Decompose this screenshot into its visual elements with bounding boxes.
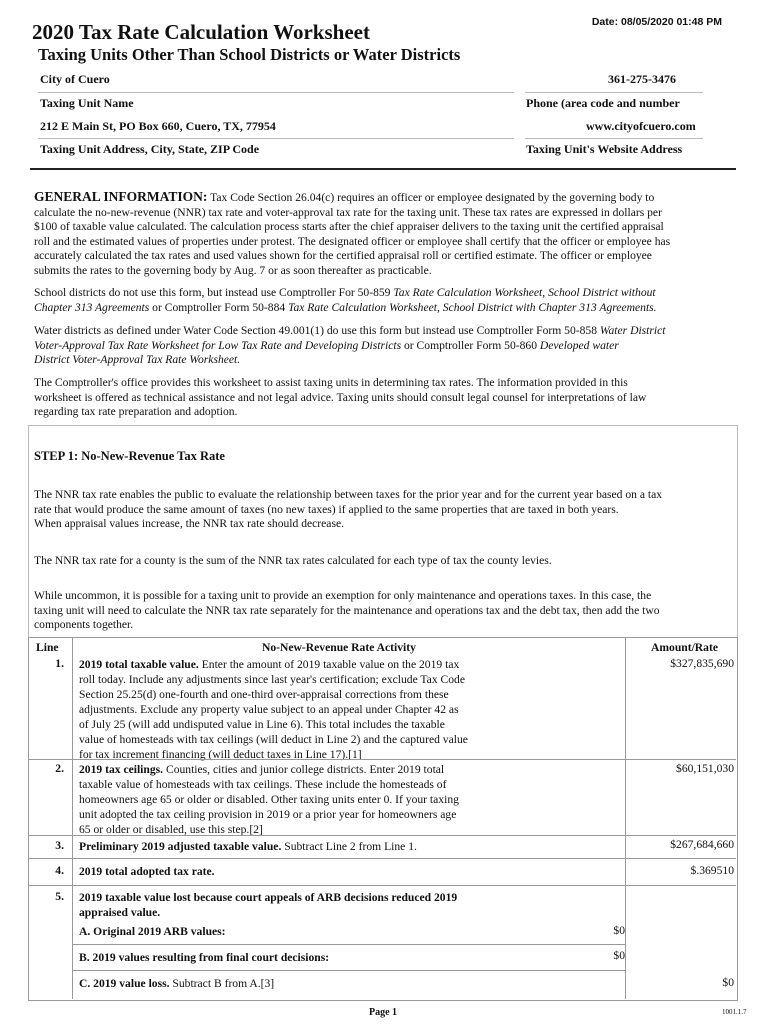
- row-divider: [28, 835, 736, 836]
- taxing-unit-address-value: 212 E Main St, PO Box 660, Cuero, TX, 77954: [40, 119, 276, 133]
- website-label: Taxing Unit's Website Address: [526, 142, 683, 156]
- row-divider: [72, 944, 625, 945]
- row-divider: [28, 759, 736, 760]
- print-date: Date: 08/05/2020 01:48 PM: [591, 16, 722, 28]
- line-5b-label: B. 2019 values resulting from final court decisions:: [79, 951, 330, 964]
- step1-exemption-note: While uncommon, it is possible for a taxing unit to provide an exemption for only maintenance and operations taxes. In this case, the taxing unit will need to calculate the NNR tax rate separately for the maintenance and operations tax and the debt tax, then add the two components together.: [34, 589, 660, 632]
- divider: [38, 138, 514, 139]
- column-header-amount: Amount/Rate: [651, 641, 718, 654]
- page-number: Page 1: [369, 1007, 398, 1018]
- taxing-unit-address-label: Taxing Unit Address, City, State, ZIP Code: [40, 142, 260, 156]
- step1-county-note: The NNR tax rate for a county is the sum of the NNR tax rates calculated for each type of tax the county levies.: [34, 554, 552, 567]
- line-number: 4.: [55, 864, 64, 877]
- step1-heading: STEP 1: No-New-Revenue Tax Rate: [34, 449, 225, 463]
- column-divider: [625, 637, 626, 999]
- comptroller-note: The Comptroller's office provides this worksheet to assist taxing units in determining tax rates. The information provided in this worksheet is offered as technical assistance and not legal advice. Taxing units should consult legal counsel for interpretations of law regarding tax rate preparation and adoption.: [34, 376, 647, 419]
- general-information: GENERAL INFORMATION: Tax Code Section 26.04(c) requires an officer or employee designated by the governing body to calculate the no-new-revenue (NNR) tax rate and voter-approval tax rate for the taxing unit. These tax rates are expressed in dollars per $100 of taxable value calculated. The calculation process starts after the chief appraiser delivers to the taxing unit the certified appraisal roll and the estimated values of properties under protest. The designated officer or employee shall certify that the officer or employee has accurately calculated the tax rates and used values shown for the certified appraisal roll or certified estimate. The officer or employee submits the rates to the governing body by Aug. 7 or as soon thereafter as practicable.: [34, 189, 671, 277]
- line-1-amount: $327,835,690: [670, 657, 734, 670]
- column-header-activity: No-New-Revenue Rate Activity: [262, 641, 416, 654]
- line-5a-label: A. Original 2019 ARB values:: [79, 925, 226, 938]
- line-1-description: 2019 total taxable value. Enter the amount of 2019 taxable value on the 2019 tax roll today. Include any adjustments since last year's certification; exclude Tax Code Section 25.25(d) one-fourth and one-third over-appraisal corrections from these adjustments. Exclude any property value subject to an appeal under Chapter 42 as of July 25 (will add undisputed value in Line 6). This total includes the taxable value of homesteads with tax ceilings (will deduct in Line 2) and the captured value for tax increment financing (will deduct taxes in Line 17).[1]: [79, 658, 468, 761]
- phone-value: 361-275-3476: [608, 72, 676, 86]
- line-5c-label: C. 2019 value loss. Subtract B from A.[3]: [79, 977, 275, 990]
- section-divider: [30, 168, 736, 170]
- line-2-description: 2019 tax ceilings. Counties, cities and junior college districts. Enter 2019 total taxable value of homesteads with tax ceilings. These include the homesteads of homeowners age 65 or older or disabled. Other taxing units enter 0. If your taxing unit adopted the tax ceiling provision in 2019 or a prior year for homeowners age 65 or older or disabled, use this step.[2]: [79, 763, 459, 836]
- step1-intro: The NNR tax rate enables the public to evaluate the relationship between taxes for the prior year and for the current year based on a tax rate that would produce the same amount of taxes (no new taxes) if applied to the same properties that are taxed in both years. When appraisal values increase, the NNR tax rate should decrease.: [34, 488, 663, 531]
- row-divider: [28, 885, 736, 886]
- line-5b-amount: $0: [613, 949, 625, 962]
- taxing-unit-name-label: Taxing Unit Name: [40, 96, 134, 110]
- website-value: www.cityofcuero.com: [586, 119, 696, 133]
- line-3-description: Preliminary 2019 adjusted taxable value. Subtract Line 2 from Line 1.: [79, 840, 417, 853]
- general-heading: GENERAL INFORMATION:: [34, 189, 208, 204]
- line-5-description: 2019 taxable value lost because court appeals of ARB decisions reduced 2019 appraised value.: [79, 891, 458, 919]
- row-divider: [28, 858, 736, 859]
- line-4-description: 2019 total adopted tax rate.: [79, 865, 215, 878]
- row-divider: [72, 970, 625, 971]
- phone-label: Phone (area code and number: [526, 96, 680, 110]
- line-3-amount: $267,684,660: [670, 838, 734, 851]
- school-districts-note: School districts do not use this form, but instead use Comptroller For 50-859 Tax Rate Calculation Worksheet, School District without Chapter 313 Agreements or Comptroller Form 50-884 Tax Rate Calculation Worksheet, School District with Chapter 313 Agreements.: [34, 286, 657, 314]
- water-districts-note: Water districts as defined under Water Code Section 49.001(1) do use this form but instead use Comptroller Form 50-858 Water District Voter-Approval Tax Rate Worksheet for Low Tax Rate and Developing Districts or Comptroller Form 50-860 Developed water District Voter-Approval Tax Rate Worksheet.: [34, 324, 666, 367]
- line-4-amount: $.369510: [690, 864, 734, 877]
- line-number: 1.: [55, 657, 64, 670]
- divider: [525, 138, 703, 139]
- line-number: 2.: [55, 762, 64, 775]
- line-number: 5.: [55, 890, 64, 903]
- page-subtitle: Taxing Units Other Than School Districts or Water Districts: [38, 45, 461, 64]
- column-header-line: Line: [36, 641, 59, 654]
- line-5a-amount: $0: [613, 924, 625, 937]
- page-title: 2020 Tax Rate Calculation Worksheet: [32, 20, 370, 44]
- divider: [38, 92, 514, 93]
- divider: [525, 92, 703, 93]
- line-number: 3.: [55, 839, 64, 852]
- taxing-unit-name-value: City of Cuero: [40, 72, 110, 86]
- line-2-amount: $60,151,030: [676, 762, 734, 775]
- line-5c-amount: $0: [722, 976, 734, 989]
- form-code: 1001.1.7: [722, 1008, 747, 1016]
